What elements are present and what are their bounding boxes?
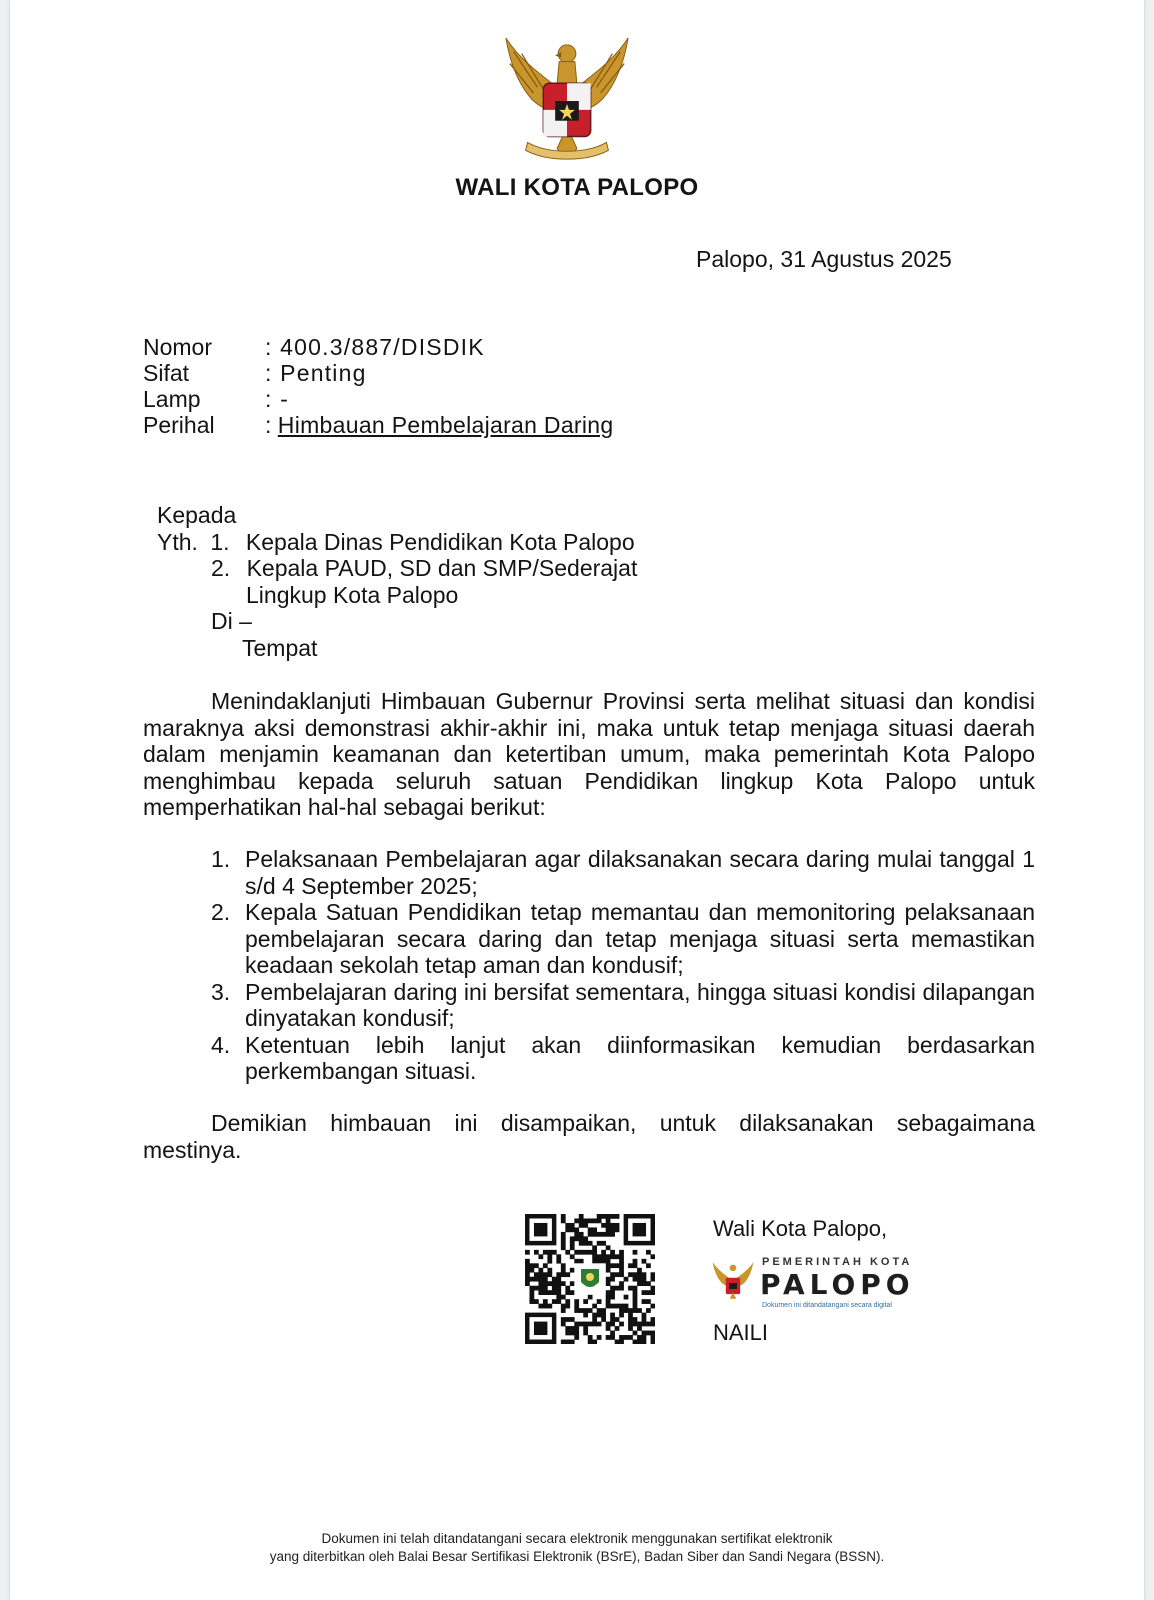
meta-separator: : [265,412,278,438]
list-item [211,899,1035,979]
meta-label: Sifat [143,360,190,386]
tempat-label: Tempat [242,634,318,661]
meta-row-perihal [143,412,613,438]
meta-row-lamp [143,386,613,412]
list-item-number: 1. [211,846,231,872]
list-item-text: Pembelajaran daring ini bersifat sementara, hingga situasi kondisi dilapangan dinyatakan kondusif; [245,978,1035,1031]
meta-label: Nomor [143,334,213,360]
list-item [211,846,1035,899]
signature-title: Wali Kota Palopo, [713,1216,888,1241]
recipient-item [157,529,637,556]
meta-row-sifat [143,360,613,386]
yth-label: Yth. [157,528,198,555]
garuda-stamp-icon [710,1260,756,1306]
recipient-text: Kepala PAUD, SD dan SMP/Sederajat [246,555,638,581]
meta-value: : 400.3/887/DISDIK [265,334,485,360]
footer-line: Dokumen ini telah ditandatangani secara elektronik menggunakan sertifikat elektronik [321,1531,833,1546]
list-item-number: 4. [211,1031,231,1058]
digital-signature-stamp [710,1254,930,1314]
meta-subject: Himbauan Pembelajaran Daring [277,412,614,438]
closing-text: Demikian himbauan ini disampaikan, untuk dilaksanakan sebagaimana mestinya. [143,1110,1035,1163]
list-item-text: Ketentuan lebih lanjut akan diinformasikan kemudian berdasarkan perkembangan situasi. [245,1031,1035,1084]
list-item-text: Kepala Satuan Pendidikan tetap memantau dan memonitoring pelaksanaan pembelajaran secara daring dan tetap menjaga situasi serta memastikan keadaan sekolah tetap aman dan kondusif; [245,899,1035,978]
stamp-subtitle: PEMERINTAH KOTA [762,1256,913,1268]
recipient-item [157,555,637,582]
recipient-number: 1. [210,528,230,555]
list-item [211,979,1035,1032]
meta-label: Lamp [143,386,201,412]
meta-value: : - [265,386,290,412]
recipient-text-continued: Lingkup Kota Palopo [246,581,459,608]
points-list [211,846,1035,1085]
qr-code-icon[interactable] [525,1214,655,1344]
recipient-number: 2. [211,555,231,581]
meta-row-nomor [143,334,613,360]
footer-note [0,1530,1154,1566]
recipient-block [157,502,637,661]
body-paragraph-text: Menindaklanjuti Himbauan Gubernur Provinsi serta melihat situasi dan kondisi maraknya aksi demonstrasi akhir-akhir ini, maka untuk tetap menjaga situasi daerah dalam menjamin keamanan dan ketertiban umum, maka pemerintah Kota Palopo menghimbau kepada seluruh satuan Pendidikan lingkup Kota Palopo untuk memperhatikan hal-hal sebagai berikut: [143,688,1035,820]
stamp-note: Dokumen ini ditandatangani secara digital [762,1302,892,1309]
list-item-text: Pelaksanaan Pembelajaran agar dilaksanakan secara daring mulai tanggal 1 s/d 4 September 2025; [245,846,1035,899]
list-item-number: 3. [211,978,231,1005]
garuda-emblem-icon [498,32,636,170]
letter-date: Palopo, 31 Agustus 2025 [696,246,952,272]
meta-label: Perihal [143,412,215,438]
di-label: Di – [211,608,252,634]
kepada-label: Kepada [157,502,237,528]
signer-name: NAILI [713,1320,769,1345]
list-item [211,1032,1035,1085]
stamp-city: PALOPO [760,1268,915,1301]
recipient-text: Kepala Dinas Pendidikan Kota Palopo [245,528,635,555]
letter-meta [143,334,613,438]
letter-heading: WALI KOTA PALOPO [455,174,699,201]
list-item-number: 2. [211,899,231,925]
closing-paragraph [143,1110,1035,1163]
body-paragraph [143,688,1035,821]
footer-line: yang diterbitkan oleh Balai Besar Sertifikasi Elektronik (BSrE), Badan Siber dan Sandi Negara (BSSN). [269,1549,885,1564]
meta-value: : Penting [265,360,367,386]
